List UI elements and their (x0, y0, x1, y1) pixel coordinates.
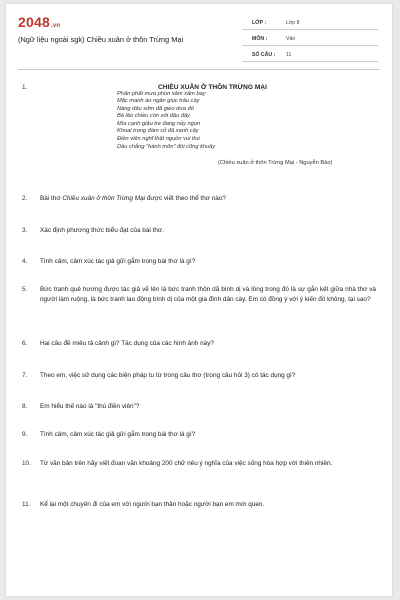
header-divider (18, 69, 380, 70)
question-text: Hai câu đề miêu tả cảnh gì? Tác dụng của các hình ảnh này? (40, 340, 214, 347)
question-text-part: được viết theo thể thơ nào? (145, 195, 226, 202)
meta-row-class (242, 16, 378, 30)
poem (117, 91, 215, 152)
question-text: Tình cảm, cảm xúc tác giả gửi gắm trong bài thơ là gì? (40, 258, 196, 265)
question-number: 8. (22, 403, 28, 410)
poem-line: Phấn phất mưa phùn xâm xẩm bay (117, 90, 206, 97)
header (6, 4, 392, 66)
meta-row-count (242, 48, 378, 62)
question-text: Tình cảm, cảm xúc tác giả gửi gắm trong bài thơ là gì? (40, 431, 196, 438)
meta-row-subject (242, 32, 378, 46)
poem-line: Mía cạnh giậu tre đang nảy ngọn (117, 120, 201, 127)
question-number: 4. (22, 258, 28, 265)
question-number: 3. (22, 227, 28, 234)
question-1 (18, 83, 380, 173)
question-text: Kể lại một chuyến đi của em với người bạn thân hoặc người bạn em mới quen. (40, 501, 265, 508)
poem-source: (Chiều xuân ở thôn Trừng Mại - Nguyễn Bảo) (218, 160, 333, 166)
question-number: 11. (22, 501, 31, 508)
question-text: Theo em, việc sử dụng các biện pháp tu từ trong câu thơ (trong câu hỏi 3) có tác dụng gì? (40, 372, 296, 379)
question-number: 2. (22, 195, 28, 202)
poem-title-italic: Chiều xuân ở thôn Trừng Mại (62, 195, 146, 202)
question-number: 1. (22, 84, 28, 91)
poem-line: Khoai trong đám cỏ đã xanh cây (117, 128, 199, 135)
question-number: 9. (22, 431, 28, 438)
question-text-part: Bài thơ (40, 195, 63, 202)
logo-suffix: .vn (50, 23, 61, 29)
poem-title: CHIỀU XUÂN Ở THÔN TRỪNG MẠI (158, 84, 267, 91)
meta-label: SỐ CÂU : (252, 52, 276, 58)
meta-label: LỚP : (252, 20, 267, 26)
question-text: Bức tranh quê hương được tác giả vẽ lên là bức tranh thôn dã bình dị và lồng trong đó là sự gắn kết giữa nhà thơ và người làm ruộng, là bức tranh lao động bình dị của một gia đình dân cày. Em có đồng ý với ý kiến đó không, tại sao? (40, 286, 376, 303)
poem-line: Nàng dâu sớm đã gieo dưa đó (117, 105, 194, 112)
document-title: (Ngữ liệu ngoài sgk) Chiều xuân ở thôn Trừng Mại (18, 35, 184, 44)
worksheet-page (6, 4, 392, 596)
site-logo[interactable] (18, 14, 60, 30)
poem-line: Điền viên nghĩ thật nguồn vui thú (117, 136, 200, 143)
meta-table (242, 16, 378, 64)
question-text: Xác định phương thức biểu đạt của bài thơ. (40, 227, 164, 234)
question-text (40, 194, 376, 204)
meta-value: Lớp 8 (286, 20, 300, 26)
logo-text: 2048 (18, 14, 50, 30)
poem-line: Bà lão chiều còn xới đậu đây (117, 113, 190, 120)
question-number: 6. (22, 340, 28, 347)
poem-line: Dầu chẳng "hành môn" đói cũng khuây (117, 143, 216, 150)
question-text: Em hiểu thế nào là "thú điền viên"? (40, 403, 140, 410)
question-number: 10. (22, 460, 31, 467)
question-number: 7. (22, 372, 28, 379)
question-number: 5. (22, 286, 28, 293)
poem-line: Mặc manh áo ngắn giục trâu cày (117, 98, 200, 105)
question-text: Từ văn bản trên hãy viết đoạn văn khoảng 200 chữ nêu ý nghĩa của việc sống hòa hợp với thiên nhiên. (40, 460, 333, 467)
meta-value: 11 (286, 52, 292, 58)
meta-value: Văn (286, 36, 296, 42)
meta-label: MÔN : (252, 36, 268, 42)
